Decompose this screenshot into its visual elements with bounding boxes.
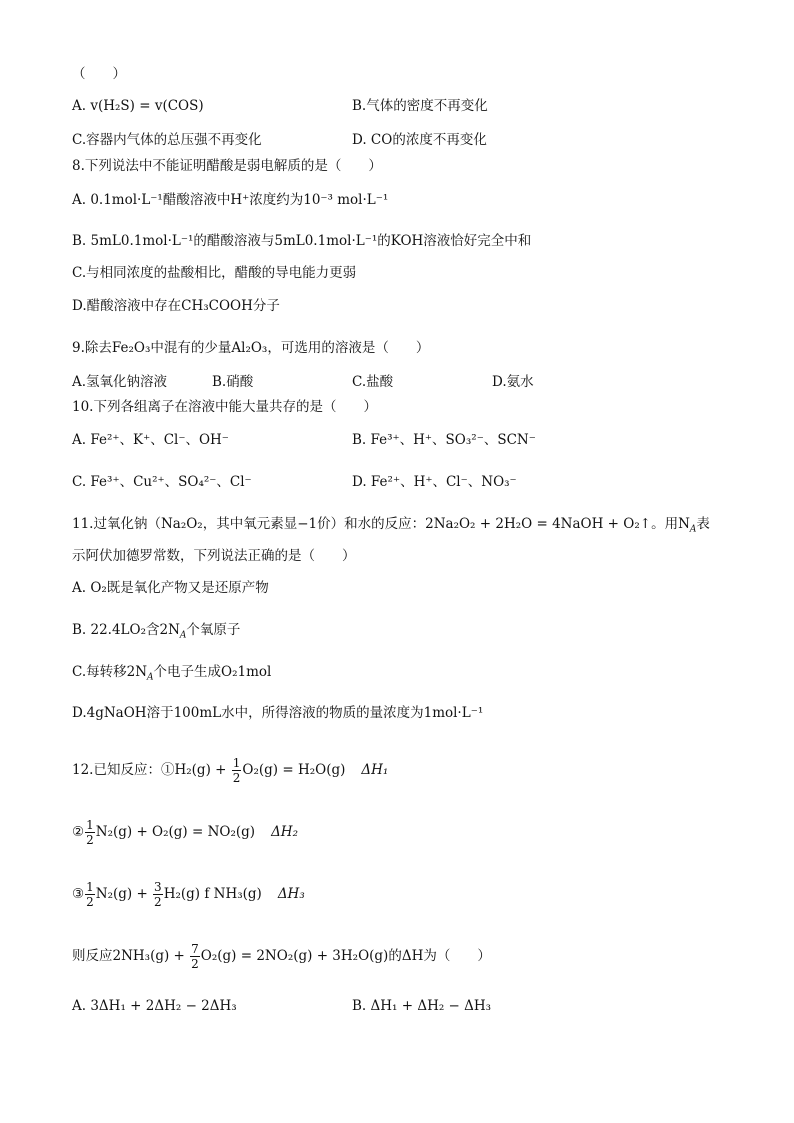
q11-option-c-end: 个电子生成O₂1mol <box>153 664 272 680</box>
q8-option-a[interactable]: A. 0.1mol·L⁻¹醋酸溶液中H⁺浓度约为10⁻³ mol·L⁻¹ <box>72 192 389 208</box>
q9-stem: 9.除去Fe₂O₃中混有的少量Al₂O₃，可选用的溶液是（ ） <box>72 340 430 356</box>
q9-option-c[interactable]: C.盐酸 <box>352 374 394 390</box>
q11-stem-line2: 示阿伏加德罗常数，下列说法正确的是（ ） <box>72 548 356 564</box>
q12-question <box>72 942 491 971</box>
q10-options-row1 <box>72 430 712 450</box>
q12-r3-frac1-num: 1 <box>86 880 94 894</box>
q8-option-b[interactable]: B. 5mL0.1mol·L⁻¹的醋酸溶液与5mL0.1mol·L⁻¹的KOH溶液恰好完全中和 <box>72 233 532 249</box>
q12-r1-tail: O₂(g) = H₂O(g) <box>242 762 346 778</box>
q11-option-b-text: B. 22.4LO₂含2N <box>72 622 180 638</box>
q12-reaction-3 <box>72 880 305 909</box>
q10-options-row2 <box>72 472 712 492</box>
q11-option-a[interactable]: A. O₂既是氧化产物又是还原产物 <box>72 580 269 596</box>
q12-intro: 12.已知反应： <box>72 762 161 778</box>
q12-option-b[interactable]: B. ΔH₁ + ΔH₂ − ΔH₃ <box>352 998 492 1014</box>
q12-r3-frac2-den: 2 <box>154 895 162 909</box>
q8-stem: 8.下列说法中不能证明醋酸是弱电解质的是（ ） <box>72 158 382 174</box>
q12-r1-frac-num: 1 <box>232 756 241 770</box>
q12-r2-prefix: ② <box>72 824 85 840</box>
q7-option-a[interactable]: A. v(H₂S) = v(COS) <box>72 98 204 114</box>
q8-option-d[interactable]: D.醋酸溶液中存在CH₃COOH分子 <box>72 298 280 314</box>
q12-r2-tail: N₂(g) + O₂(g) = NO₂(g) <box>95 824 256 840</box>
q11-option-d[interactable]: D.4gNaOH溶于100mL水中，所得溶液的物质的量浓度为1mol·L⁻¹ <box>72 705 484 721</box>
q7-options-row1 <box>72 96 712 116</box>
q7-option-d[interactable]: D. CO的浓度不再变化 <box>352 132 487 148</box>
q10-option-d[interactable]: D. Fe²⁺、H⁺、Cl⁻、NO₃⁻ <box>352 474 517 490</box>
q12-question-prefix: 则反应2NH₃(g) + <box>72 948 190 964</box>
q11-stem-end: 表 <box>696 516 710 532</box>
q9-option-a[interactable]: A.氢氧化钠溶液 <box>72 374 168 390</box>
q10-option-c[interactable]: C. Fe³⁺、Cu²⁺、SO₄²⁻、Cl⁻ <box>72 474 252 490</box>
q12-r2-frac-num: 1 <box>86 818 94 832</box>
q11-stem-sub: A <box>689 524 697 535</box>
q12-r3-frac2-num: 3 <box>154 880 162 894</box>
q11-option-c-text: C.每转移2N <box>72 664 148 680</box>
q7-option-c[interactable]: C.容器内气体的总压强不再变化 <box>72 132 262 148</box>
q11-option-b-end: 个氧原子 <box>186 622 241 638</box>
q12-r2-fraction <box>85 818 95 847</box>
q12-r3-fraction-2 <box>153 880 163 909</box>
q12-r1-frac-den: 2 <box>232 771 241 785</box>
q12-r3-frac1-den: 2 <box>86 895 94 909</box>
q11-option-b-sub: A <box>179 630 187 641</box>
q12-r3-mid: N₂(g) + <box>95 886 153 902</box>
q11-stem-line1 <box>72 514 710 534</box>
q12-r3-tail: H₂(g) f NH₃(g) <box>163 886 262 902</box>
q11-stem-text: 11.过氧化钠（Na₂O₂，其中氧元素显−1价）和水的反应：2Na₂O₂ + 2H₂O = 4NaOH + O₂↑。用N <box>72 516 690 532</box>
q10-stem: 10.下列各组离子在溶液中能大量共存的是（ ） <box>72 399 377 415</box>
q7-options-row2 <box>72 130 712 150</box>
q12-reaction-2 <box>72 818 298 847</box>
q8-option-c[interactable]: C.与相同浓度的盐酸相比，醋酸的导电能力更弱 <box>72 265 357 281</box>
q12-r1-fraction <box>232 756 242 785</box>
q12-r2-frac-den: 2 <box>86 833 94 847</box>
q9-option-d[interactable]: D.氨水 <box>492 374 534 390</box>
q11-option-c[interactable] <box>72 662 271 682</box>
q10-option-a[interactable]: A. Fe²⁺、K⁺、Cl⁻、OH⁻ <box>72 432 229 448</box>
q12-r3-fraction-1 <box>85 880 95 909</box>
q7-option-b[interactable]: B.气体的密度不再变化 <box>352 98 488 114</box>
q10-option-b[interactable]: B. Fe³⁺、H⁺、SO₃²⁻、SCN⁻ <box>352 432 536 448</box>
q12-option-a[interactable]: A. 3ΔH₁ + 2ΔH₂ − 2ΔH₃ <box>72 998 237 1014</box>
q12-r3-dh: ΔH₃ <box>277 886 305 902</box>
q11-option-b[interactable] <box>72 620 240 640</box>
answer-paren: （ ） <box>72 66 126 82</box>
q12-r2-dh: ΔH₂ <box>271 824 298 840</box>
q12-r3-prefix: ③ <box>72 886 85 902</box>
q12-q-frac-den: 2 <box>191 957 199 971</box>
q12-reaction-1 <box>72 756 388 785</box>
q12-question-fraction <box>190 942 200 971</box>
q12-options-row <box>72 996 712 1016</box>
q11-option-c-sub: A <box>147 672 154 683</box>
q12-question-tail: O₂(g) = 2NO₂(g) + 3H₂O(g)的ΔH为（ ） <box>200 948 491 964</box>
q12-q-frac-num: 7 <box>191 942 199 956</box>
q12-r1-dh: ΔH₁ <box>361 762 389 778</box>
q12-r1-prefix: ①H₂(g) + <box>160 762 231 778</box>
q9-option-b[interactable]: B.硝酸 <box>212 374 254 390</box>
q9-options-row <box>72 372 712 392</box>
